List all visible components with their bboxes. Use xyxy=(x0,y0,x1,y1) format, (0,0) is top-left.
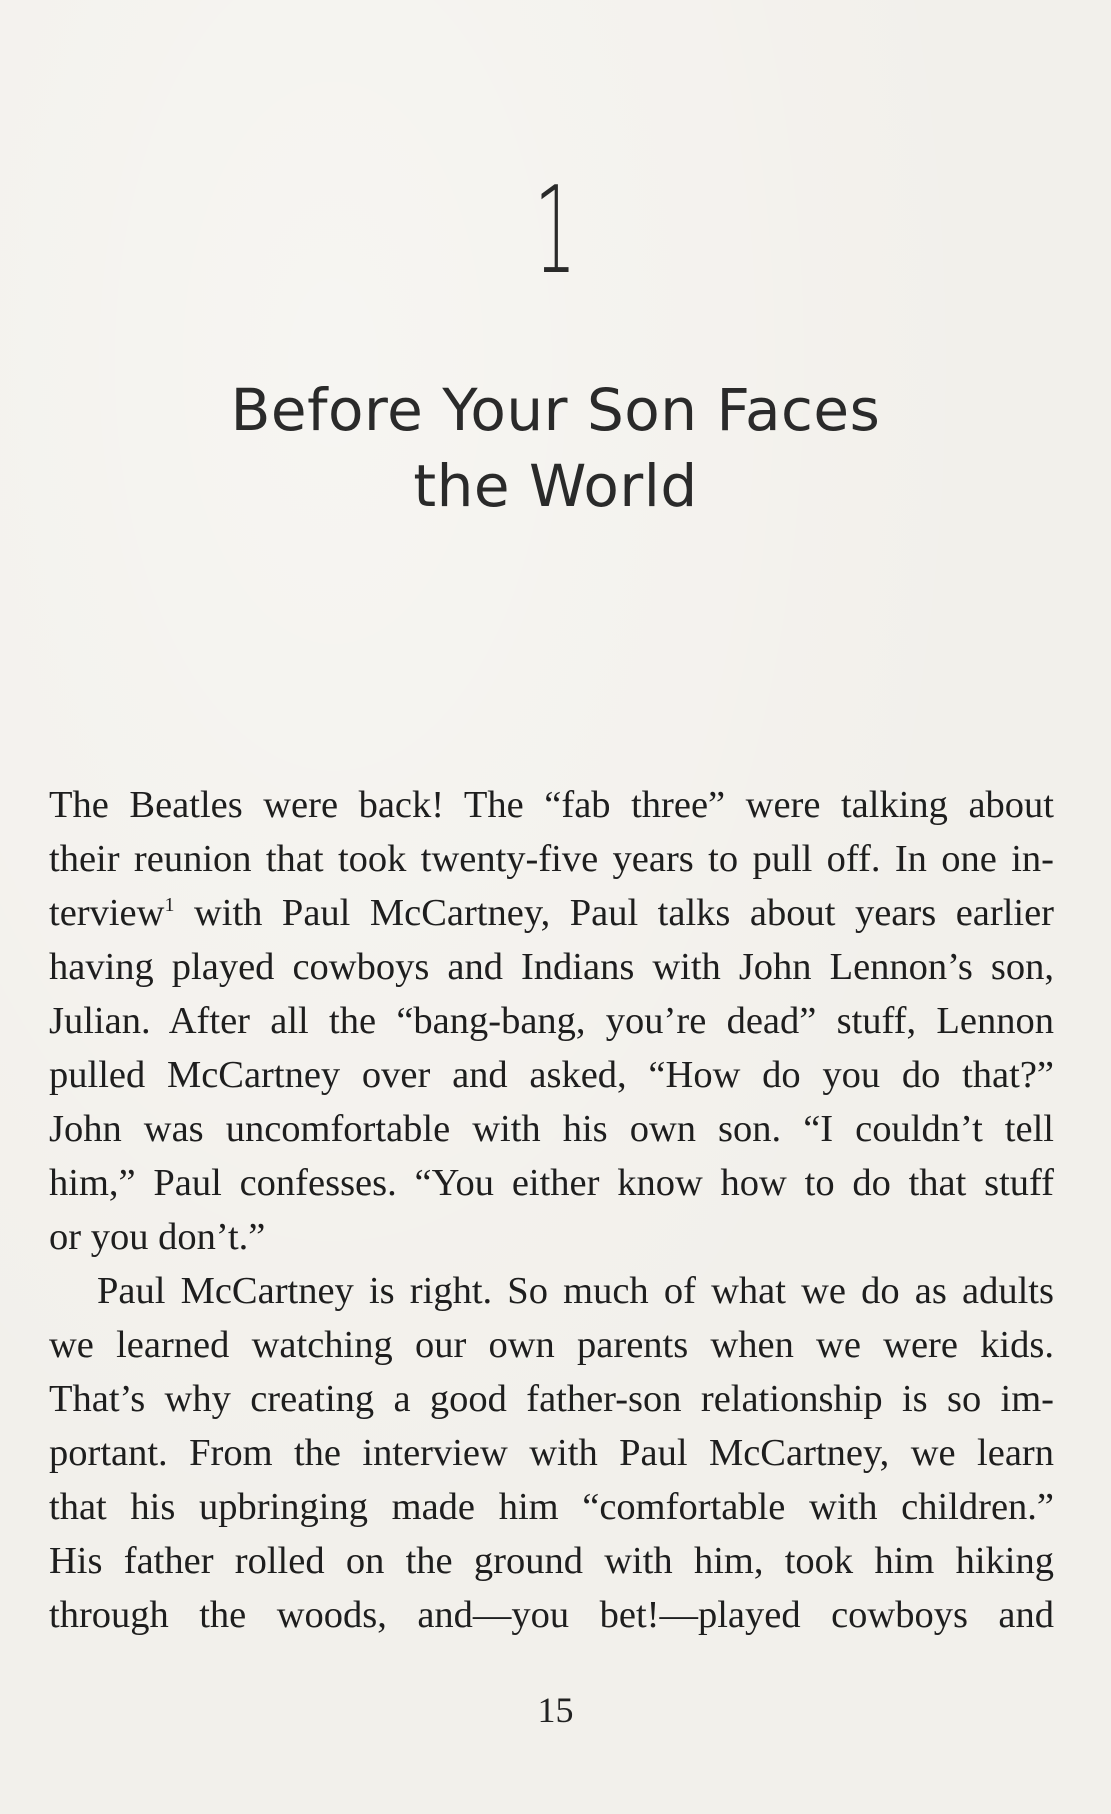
chapter-number: 1 xyxy=(534,162,577,301)
text-line: His father rolled on the ground with him, took him hiking xyxy=(49,1540,1054,1582)
text-line: having played cowboys and Indians with John Lennon’s son, xyxy=(49,946,1054,988)
paragraph-1 xyxy=(49,778,1054,1264)
page-number: 15 xyxy=(537,1690,574,1730)
text-fragment: terview xyxy=(49,892,165,934)
text-line: Paul McCartney is right. So much of what we do as adults xyxy=(97,1270,1054,1312)
chapter-title xyxy=(0,372,1111,524)
text-line: or you don’t.” xyxy=(49,1216,266,1258)
text-line xyxy=(49,886,1054,940)
text-line: The Beatles were back! The “fab three” were talking about xyxy=(49,784,1054,826)
text-line: Julian. After all the “bang-bang, you’re dead” stuff, Lennon xyxy=(49,1000,1054,1042)
text-line: we learned watching our own parents when we were kids. xyxy=(49,1324,1054,1366)
chapter-title-line-2: the World xyxy=(413,452,698,520)
body-text xyxy=(49,778,1054,1642)
text-fragment: with Paul McCartney, Paul talks about years earlier xyxy=(174,892,1054,934)
chapter-title-line-1: Before Your Son Faces xyxy=(230,376,881,444)
text-line: their reunion that took twenty-five years to pull off. In one in- xyxy=(49,838,1054,880)
text-line: that his upbringing made him “comfortable with children.” xyxy=(49,1486,1054,1528)
footnote-marker: 1 xyxy=(164,894,175,916)
text-line: That’s why creating a good father-son relationship is so im- xyxy=(49,1378,1054,1420)
text-line: him,” Paul confesses. “You either know how to do that stuff xyxy=(49,1162,1054,1204)
text-line: John was uncomfortable with his own son. “I couldn’t tell xyxy=(49,1108,1054,1150)
paragraph-2 xyxy=(49,1264,1054,1642)
text-line: pulled McCartney over and asked, “How do you do that?” xyxy=(49,1054,1054,1096)
text-line: through the woods, and—you bet!—played cowboys and xyxy=(49,1594,1054,1636)
text-line: portant. From the interview with Paul McCartney, we learn xyxy=(49,1432,1054,1474)
